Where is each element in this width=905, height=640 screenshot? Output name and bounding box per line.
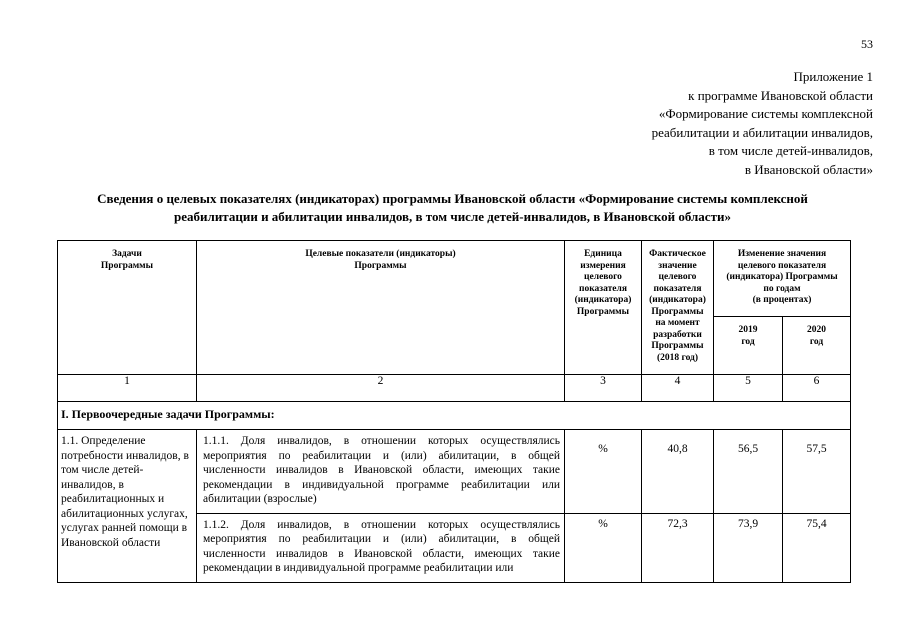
header-change-by-year: Изменение значения целевого показателя (индикатора) Программы по годам (в процентах) (714, 241, 851, 317)
value-2020-cell: 75,4 (783, 513, 851, 582)
unit-cell: % (565, 513, 642, 582)
header-tasks: Задачи Программы (58, 241, 197, 375)
actual-value-cell: 40,8 (642, 430, 714, 514)
document-title-line: Сведения о целевых показателях (индикаторах) программы Ивановской области «Формирование системы комплексной (97, 191, 808, 206)
appendix-heading (652, 68, 873, 179)
column-number: 6 (783, 375, 851, 402)
appendix-line: к программе Ивановской области (688, 87, 873, 103)
column-number-row (58, 375, 851, 402)
indicators-table (57, 240, 851, 583)
column-number: 4 (642, 375, 714, 402)
column-number: 1 (58, 375, 197, 402)
appendix-line: Приложение 1 (793, 69, 873, 84)
appendix-line: «Формирование системы комплексной (658, 106, 873, 121)
section-row (58, 402, 851, 430)
table-row (58, 430, 851, 514)
document-title (20, 190, 885, 226)
header-year-2020: 2020 год (783, 317, 851, 375)
appendix-line: в Ивановской области» (744, 161, 873, 177)
actual-value-cell: 72,3 (642, 513, 714, 582)
appendix-line: в том числе детей-инвалидов, (708, 143, 873, 158)
header-unit: Единица измерения целевого показателя (индикатора) Программы (565, 241, 642, 375)
column-number: 3 (565, 375, 642, 402)
unit-cell: % (565, 430, 642, 514)
indicator-cell: 1.1.1. Доля инвалидов, в отношении которых осуществлялись мероприятия по реабилитации и (или) абилитации, в общей численности инвалидов в Ивановской области, имеющих такие рекомендации в индивидуальной программе реабилитации или абилитации (взрослые) (197, 430, 565, 514)
document-title-line: реабилитации и абилитации инвалидов, в том числе детей-инвалидов, в Ивановской области» (174, 209, 731, 224)
indicator-cell: 1.1.2. Доля инвалидов, в отношении которых осуществлялись мероприятия по реабилитации и (или) абилитации, в общей численности инвалидов в Ивановской области, имеющих такие рекомендации в индивидуальной программе реабилитации или (197, 513, 565, 582)
value-2019-cell: 56,5 (714, 430, 783, 514)
column-number: 2 (197, 375, 565, 402)
header-indicators: Целевые показатели (индикаторы) Программы (197, 241, 565, 375)
column-number: 5 (714, 375, 783, 402)
task-cell: 1.1. Определение потребности инвалидов, в том числе детей-инвалидов, в реабилитационных и абилитационных услугах, услугах ранней помощи в Ивановской области (58, 430, 197, 583)
header-actual-value: Фактическое значение целевого показателя (индикатора) Программы на момент разработки Программы (2018 год) (642, 241, 714, 375)
appendix-line: реабилитации и абилитации инвалидов, (651, 124, 873, 140)
header-year-2019: 2019 год (714, 317, 783, 375)
page-number: 53 (861, 37, 873, 51)
value-2020-cell: 57,5 (783, 430, 851, 514)
section-title: I. Первоочередные задачи Программы: (58, 402, 851, 430)
value-2019-cell: 73,9 (714, 513, 783, 582)
